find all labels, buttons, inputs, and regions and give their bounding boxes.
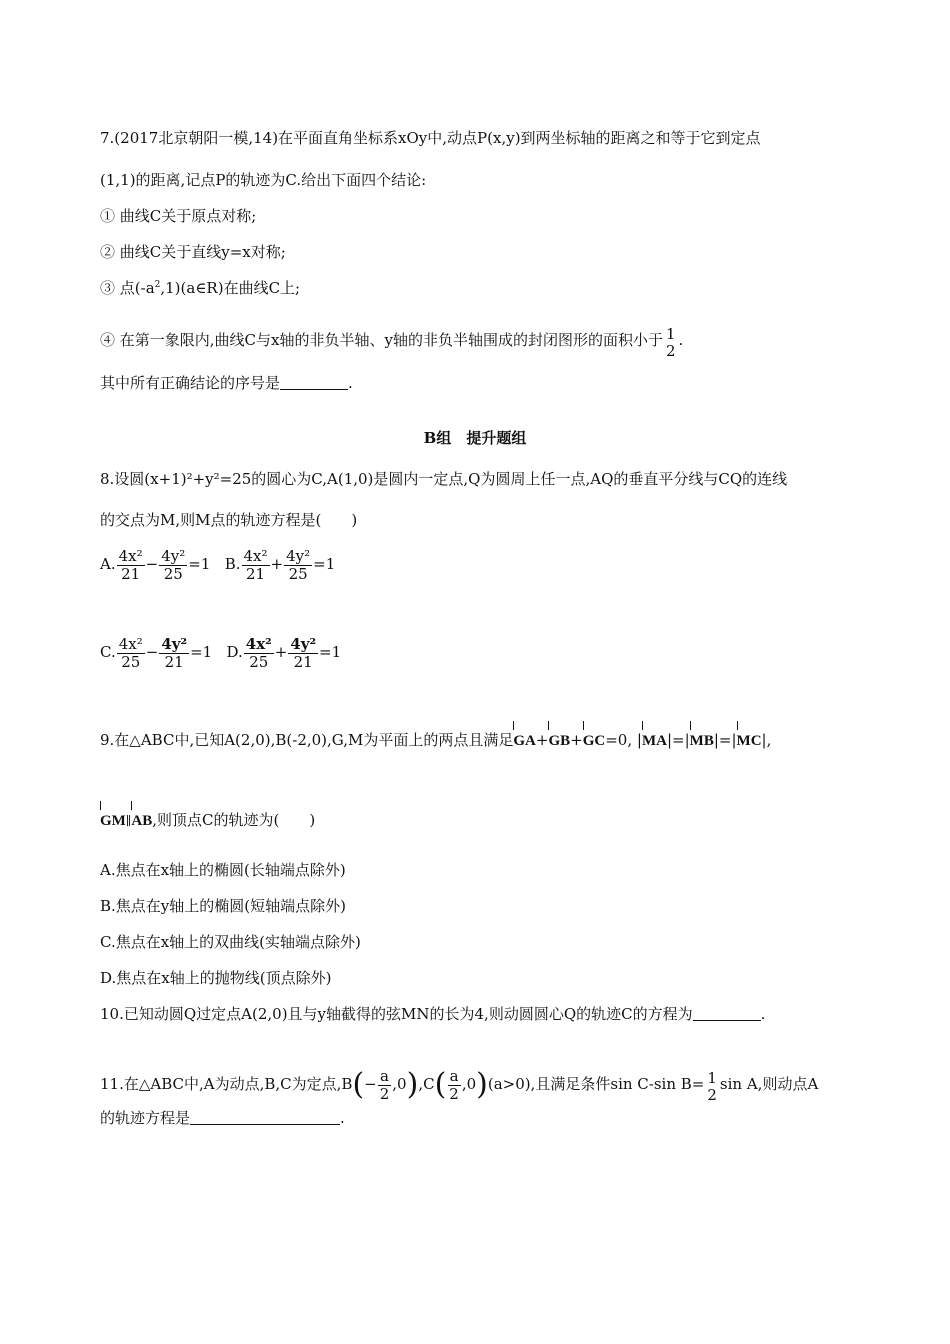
q9-option-d[interactable]: D.焦点在x轴上的抛物线(顶点除外) xyxy=(100,969,332,987)
q10-line: 10.已知动圆Q过定点A(2,0)且与y轴截得的弦MN的长为4,则动圆圆心Q的轨迹C的方程为 . xyxy=(100,1005,766,1023)
q9-option-a[interactable]: A.焦点在x轴上的椭圆(长轴端点除外) xyxy=(100,861,346,879)
vector-mb: MB xyxy=(689,733,714,749)
vector-gm: GM xyxy=(100,813,126,829)
q11-line2: 的轨迹方程是 . xyxy=(100,1109,345,1127)
q7-c3-part-a: ③ 点(-a xyxy=(100,279,155,297)
q7-c3-part-b: ,1)(a∈R)在曲线C上; xyxy=(160,279,301,297)
q8-line1: 8.设圆(x+1)²+y²=25的圆心为C,A(1,0)是圆内一定点,Q为圆周上任一点,AQ的垂直平分线与CQ的连线 xyxy=(100,470,788,488)
q9-line1: 9.在△ABC中,已知A(2,0),B(-2,0),G,M为平面上的两点且满足GA+GB+GC=0, |MA|=|MB|=|MC|, xyxy=(100,731,772,749)
q8-option-d[interactable]: D. $\frac{\text{4x²}}{25}$ + $\frac{\text{4y²}}{21}$ =1 xyxy=(226,635,342,671)
vector-gc: GC xyxy=(582,733,606,749)
q8-option-a[interactable]: A. $\frac{\text{4x²}}{21}$ − $\frac{\text{4y²}}{25}$ =1 xyxy=(100,547,211,583)
q7-c4-fraction: 1 2 xyxy=(665,325,676,360)
q11-answer-blank[interactable] xyxy=(190,1110,340,1125)
vector-ga: GA xyxy=(513,733,536,749)
q11-half-fraction: 1 2 xyxy=(707,1069,717,1104)
q7-conclusion-3 xyxy=(100,278,300,298)
q7-c4-text: ④ 在第一象限内,曲线C与x轴的非负半轴、y轴的非负半轴围成的封闭图形的面积小于 xyxy=(100,331,663,349)
q10-answer-blank[interactable] xyxy=(693,1006,761,1021)
q7-conclusion-2: ② 曲线C关于直线y=x对称; xyxy=(100,243,286,261)
q8-options-ab xyxy=(100,548,335,582)
q7-answer-line: 其中所有正确结论的序号是 . xyxy=(100,374,353,392)
q7-conclusion-4: ④ 在第一象限内,曲线C与x轴的非负半轴、y轴的非负半轴围成的封闭图形的面积小于 1 2 . xyxy=(100,325,684,360)
q7-conclusion-1: ① 曲线C关于原点对称; xyxy=(100,207,257,225)
vector-gb: GB xyxy=(548,733,571,749)
q11-line1: 11.在△ABC中,A为动点,B,C为定点,B(− $\frac{a}{2}$ ,0),C( $\frac{a}{2}$ ,0)(a>0),且满足条件sin C-sin B= 1 2 sin A,则动点A xyxy=(100,1067,819,1104)
q8-line2: 的交点为M,则M点的轨迹方程是( ) xyxy=(100,511,358,529)
q11-c-fraction: $\frac{a}{2}$ xyxy=(449,1067,459,1103)
q7-line2: (1,1)的距离,记点P的轨迹为C.给出下面四个结论: xyxy=(100,171,427,189)
q9-option-b[interactable]: B.焦点在y轴上的椭圆(短轴端点除外) xyxy=(100,897,346,915)
vector-ab: AB xyxy=(131,813,153,829)
q8-option-b[interactable]: B. $\frac{\text{4x²}}{21}$ + $\frac{\text{4y²}}{25}$ =1 xyxy=(224,547,336,583)
vector-ma: MA xyxy=(641,733,667,749)
q7-answer-blank[interactable] xyxy=(280,375,348,390)
q7-c3-sup: 2 xyxy=(154,280,161,290)
q9-line2: GM∥AB,则顶点C的轨迹为( ) xyxy=(100,811,316,829)
section-b-heading: B组 提升题组 xyxy=(423,429,527,447)
vector-mc: MC xyxy=(736,733,762,749)
q8-options-cd xyxy=(100,636,341,670)
q7-line1: 7.(2017北京朝阳一模,14)在平面直角坐标系xOy中,动点P(x,y)到两坐标轴的距离之和等于它到定点 xyxy=(100,129,761,147)
q8-option-c[interactable]: C. $\frac{\text{4x²}}{25}$ − $\frac{\text{4y²}}{21}$ =1 xyxy=(100,635,213,671)
q11-b-fraction: $\frac{a}{2}$ xyxy=(379,1067,390,1103)
q9-option-c[interactable]: C.焦点在x轴上的双曲线(实轴端点除外) xyxy=(100,933,361,951)
